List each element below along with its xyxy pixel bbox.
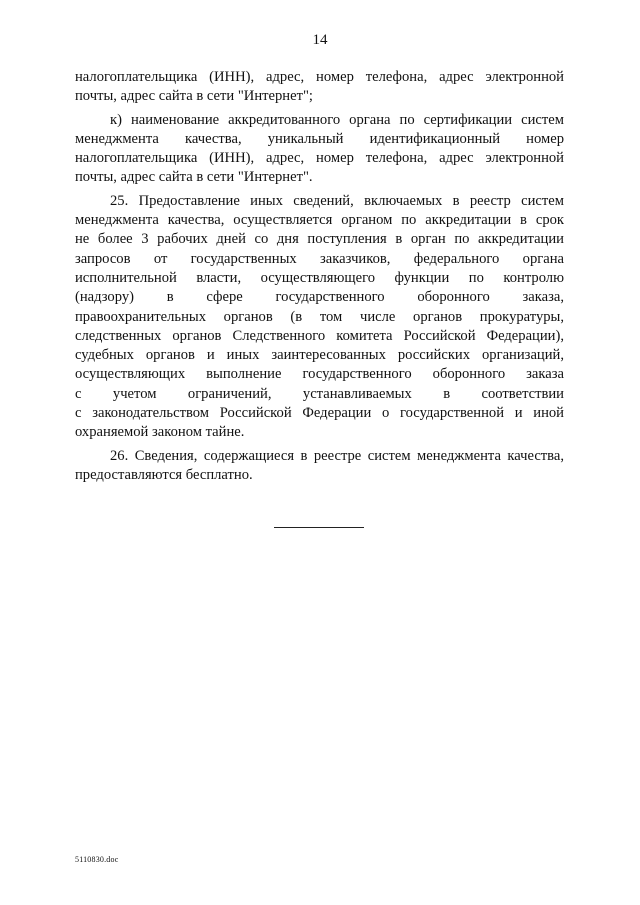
paragraph-p2 <box>75 111 564 188</box>
text-line: почты, адрес сайта в сети "Интернет". <box>75 169 313 186</box>
text-line: менеджмента качества, уникальный идентификационный номер <box>75 130 564 147</box>
paragraph-p4 <box>75 447 564 486</box>
footer-document-code: 5110830.doc <box>75 855 119 864</box>
text-line: (надзору) в сфере государственного оборонного заказа, <box>75 289 564 306</box>
text-line: почты, адрес сайта в сети "Интернет"; <box>75 88 313 105</box>
text-line: следственных органов Следственного комитета Российской Федерации), <box>75 327 564 344</box>
text-line: запросов от государственных заказчиков, федерального органа <box>75 250 564 267</box>
text-line: правоохранительных органов (в том числе органов прокуратуры, <box>75 308 564 325</box>
text-line: не более 3 рабочих дней со дня поступления в орган по аккредитации <box>75 231 564 248</box>
text-line: налогоплательщика (ИНН), адрес, номер телефона, адрес электронной <box>75 150 564 167</box>
paragraph-p3 <box>75 192 564 443</box>
text-line: к) наименование аккредитованного органа по сертификации систем <box>110 111 564 128</box>
text-line: 26. Сведения, содержащиеся в реестре систем менеджмента качества, <box>110 447 564 464</box>
text-line: осуществляющих выполнение государственного оборонного заказа <box>75 366 564 383</box>
paragraph-p1 <box>75 68 564 107</box>
text-line: с законодательством Российской Федерации о государственной и иной <box>75 405 564 422</box>
end-of-text-divider <box>274 527 364 528</box>
text-line: 25. Предоставление иных сведений, включаемых в реестр систем <box>110 192 564 209</box>
text-line: налогоплательщика (ИНН), адрес, номер телефона, адрес электронной <box>75 69 564 85</box>
text-line: с учетом ограничений, устанавливаемых в соответствии <box>75 385 564 402</box>
text-line: предоставляются бесплатно. <box>75 466 253 483</box>
text-line: охраняемой законом тайне. <box>75 424 245 441</box>
text-line: судебных органов и иных заинтересованных российских организаций, <box>75 347 564 364</box>
text-line: исполнительной власти, осуществляющего функции по контролю <box>75 269 564 286</box>
text-line: менеджмента качества, осуществляется органом по аккредитации в срок <box>75 212 564 229</box>
page-number: 14 <box>312 32 328 48</box>
document-body <box>75 68 564 485</box>
